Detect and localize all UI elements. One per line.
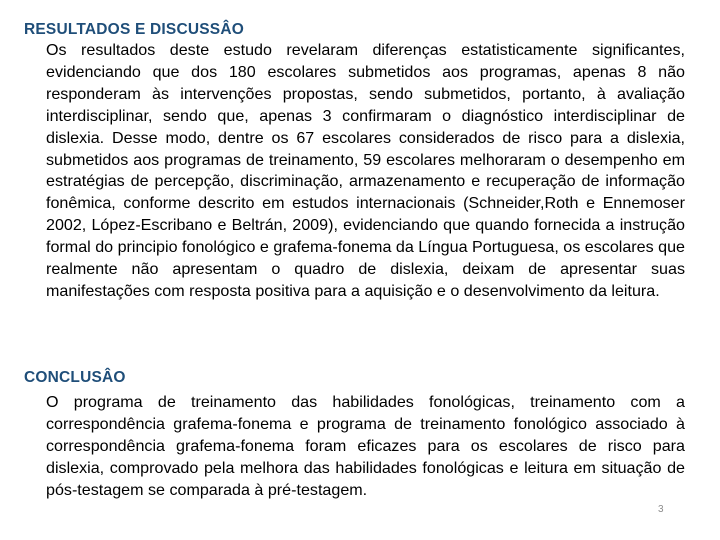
conclusion-paragraph: O programa de treinamento das habilidades fonológicas, treinamento com a correspondência grafema-fonema e programa de treinamento fonológico associado à correspondência grafema-fonema foram eficazes para os escolares de risco para dislexia, comprovado pela melhora das habilidades fonológicas e leitura em situação de pós-testagem se comparada à pré-testagem.: [46, 393, 685, 499]
results-discussion-paragraph: Os resultados deste estudo revelaram diferenças estatisticamente significantes, evidenciando que dos 180 escolares submetidos aos programas, apenas 8 não responderam às intervenções propostas, sendo submetidos, portanto, à avaliação interdisciplinar, sendo que, apenas 3 confirmaram o diagnóstico interdisciplinar de dislexia. Desse modo, dentre os 67 escolares considerados de risco para a dislexia, submetidos aos programas de treinamento, 59 escolares melhoraram o desempenho em estratégias de percepção, discriminação, armazenamento e recuperação de informação fonêmica, conforme descrito em estudos internacionais (Schneider,Roth e Ennemoser 2002, López-Escribano e Beltrán, 2009), evidenciando que quando fornecida a instrução formal do principio fonológico e grafema-fonema da Língua Portuguesa, os escolares que realmente não apresentam o quadro de dislexia, deixam de apresentar suas manifestações com resposta positiva para a aquisição e o desenvolvimento da leitura.: [46, 41, 685, 300]
conclusion-heading: CONCLUSÂO: [24, 369, 126, 386]
results-discussion-heading: RESULTADOS E DISCUSSÂO: [24, 21, 244, 38]
page-number: 3: [658, 504, 664, 515]
